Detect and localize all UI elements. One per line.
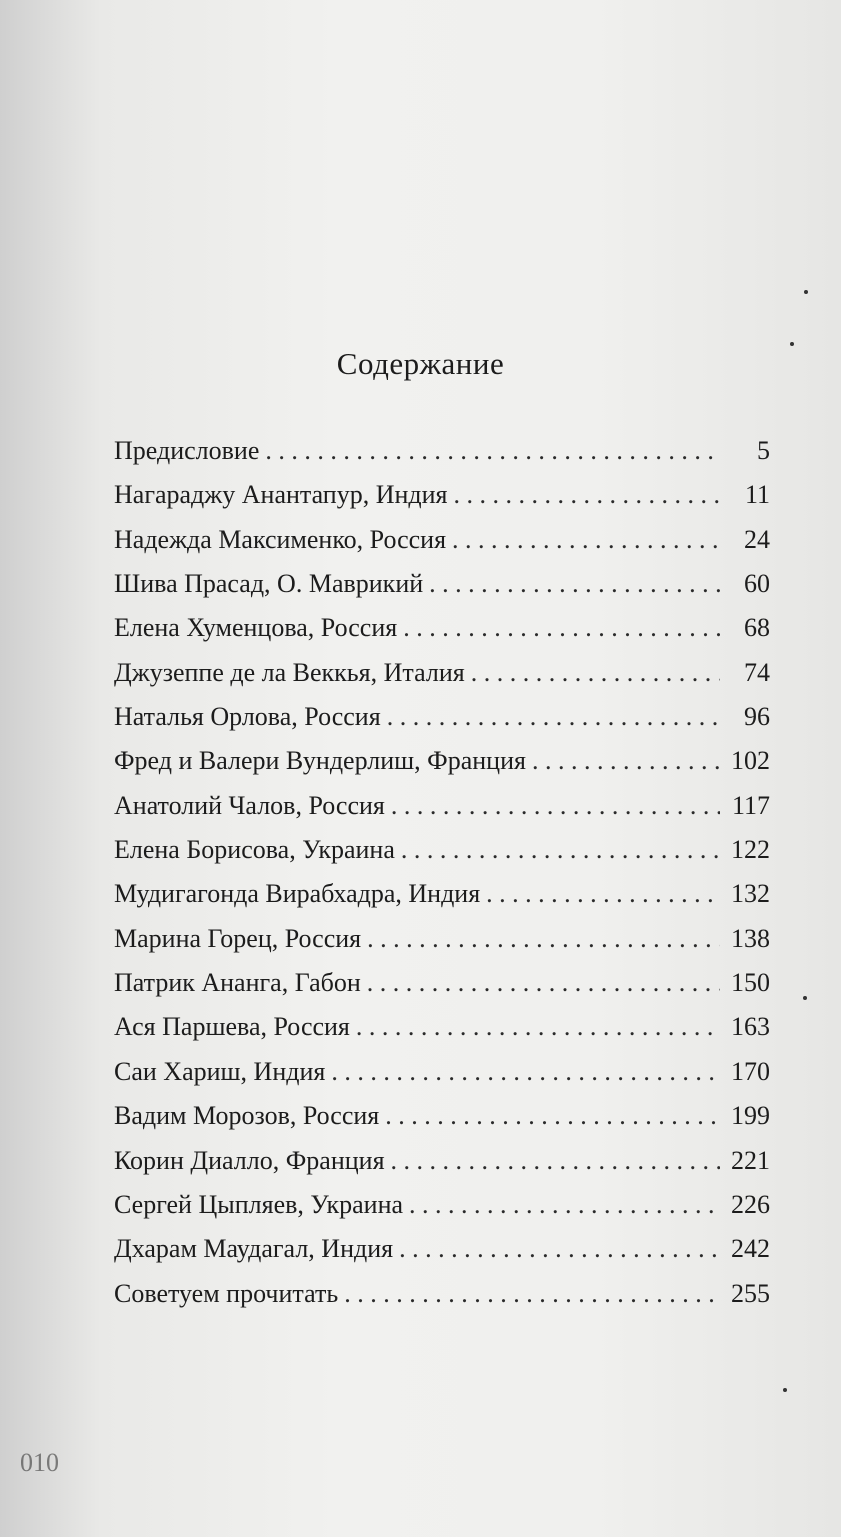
dot-leader xyxy=(344,1279,720,1309)
toc-entry xyxy=(114,879,770,923)
toc-entry xyxy=(114,702,770,746)
toc-entry-page: 163 xyxy=(731,1012,770,1042)
toc-entry xyxy=(114,968,770,1012)
print-speck xyxy=(790,342,794,346)
toc-entry xyxy=(114,1279,770,1323)
toc-entry-title: Нагараджу Анантапур, Индия xyxy=(114,480,448,510)
toc-entry-page: 170 xyxy=(731,1056,770,1086)
dot-leader xyxy=(401,835,720,865)
dot-leader xyxy=(265,436,720,466)
dot-leader xyxy=(331,1057,720,1087)
toc-entry-title: Джузеппе де ла Веккья, Италия xyxy=(114,657,465,687)
toc-entry xyxy=(114,525,770,569)
dot-leader xyxy=(471,658,720,688)
dot-leader xyxy=(385,1101,720,1131)
toc-entry-page: 221 xyxy=(731,1145,770,1175)
dot-leader xyxy=(403,613,720,643)
toc-entry xyxy=(114,1012,770,1056)
toc-entry xyxy=(114,1101,770,1145)
toc-entry-page: 11 xyxy=(744,480,770,510)
dot-leader xyxy=(453,480,720,510)
table-of-contents xyxy=(114,436,770,1323)
toc-entry-page: 60 xyxy=(744,569,770,599)
toc-entry-title: Сергей Цыпляев, Украина xyxy=(114,1189,404,1219)
toc-entry-title: Анатолий Чалов, Россия xyxy=(114,790,385,820)
toc-entry-title: Предисловие xyxy=(114,436,260,465)
dot-leader xyxy=(532,746,720,776)
dot-leader xyxy=(391,1146,720,1176)
toc-entry-title: Елена Хуменцова, Россия xyxy=(114,613,398,643)
toc-entry-page: 122 xyxy=(731,835,770,865)
toc-entry-page: 117 xyxy=(731,790,770,820)
toc-entry-title: Ася Паршева, Россия xyxy=(114,1012,350,1042)
toc-entry-title: Саи Хариш, Индия xyxy=(114,1056,326,1086)
print-speck xyxy=(803,996,807,1000)
dot-leader xyxy=(486,879,720,909)
toc-entry-page: 5 xyxy=(757,436,770,465)
toc-entry-title: Вадим Морозов, Россия xyxy=(114,1101,380,1131)
toc-entry xyxy=(114,1234,770,1278)
toc-entry-page: 150 xyxy=(731,968,770,998)
print-speck xyxy=(783,1388,787,1392)
toc-entry-title: Наталья Орлова, Россия xyxy=(114,702,381,732)
toc-entry-page: 96 xyxy=(744,702,770,732)
toc-entry xyxy=(114,658,770,702)
toc-entry xyxy=(114,1146,770,1190)
toc-entry-title: Елена Борисова, Украина xyxy=(114,835,395,865)
dot-leader xyxy=(367,968,720,998)
toc-entry-page: 24 xyxy=(744,524,770,554)
toc-entry-page: 68 xyxy=(744,613,770,643)
toc-entry-title: Мудигагонда Вирабхадра, Индия xyxy=(114,879,481,909)
toc-entry xyxy=(114,791,770,835)
toc-heading: Содержание xyxy=(336,346,505,381)
toc-entry-title: Надежда Максименко, Россия xyxy=(114,524,447,554)
print-speck xyxy=(804,290,808,294)
toc-entry-page: 255 xyxy=(731,1278,770,1308)
dot-leader xyxy=(429,569,720,599)
toc-entry xyxy=(114,1190,770,1234)
toc-entry-title: Корин Диалло, Франция xyxy=(114,1145,385,1175)
toc-entry-page: 132 xyxy=(731,879,770,909)
toc-entry-page: 242 xyxy=(731,1234,770,1264)
toc-entry-title: Фред и Валери Вундерлиш, Франция xyxy=(114,746,526,776)
toc-entry xyxy=(114,569,770,613)
dot-leader xyxy=(399,1234,720,1264)
toc-entry-title: Марина Горец, Россия xyxy=(114,923,362,953)
toc-entry-page: 138 xyxy=(731,923,770,953)
dot-leader xyxy=(356,1012,720,1042)
dot-leader xyxy=(409,1190,720,1220)
toc-entry-page: 199 xyxy=(731,1101,770,1131)
dot-leader xyxy=(391,791,720,821)
toc-entry xyxy=(114,835,770,879)
toc-entry xyxy=(114,436,770,480)
toc-entry-title: Советуем прочитать xyxy=(114,1278,339,1308)
dot-leader xyxy=(367,924,720,954)
dot-leader xyxy=(452,525,720,555)
toc-entry xyxy=(114,924,770,968)
toc-entry xyxy=(114,1057,770,1101)
toc-entry-page: 102 xyxy=(731,746,770,776)
toc-entry xyxy=(114,613,770,657)
toc-entry-title: Дхарам Маудагал, Индия xyxy=(114,1234,394,1264)
toc-entry-title: Патрик Ананга, Габон xyxy=(114,968,361,998)
toc-entry-title: Шива Прасад, О. Маврикий xyxy=(114,569,424,599)
toc-entry-page: 226 xyxy=(731,1189,770,1219)
toc-entry-page: 74 xyxy=(744,657,770,687)
dot-leader xyxy=(387,702,720,732)
toc-entry xyxy=(114,480,770,524)
toc-entry xyxy=(114,746,770,790)
page-folio: 010 xyxy=(20,1448,59,1477)
